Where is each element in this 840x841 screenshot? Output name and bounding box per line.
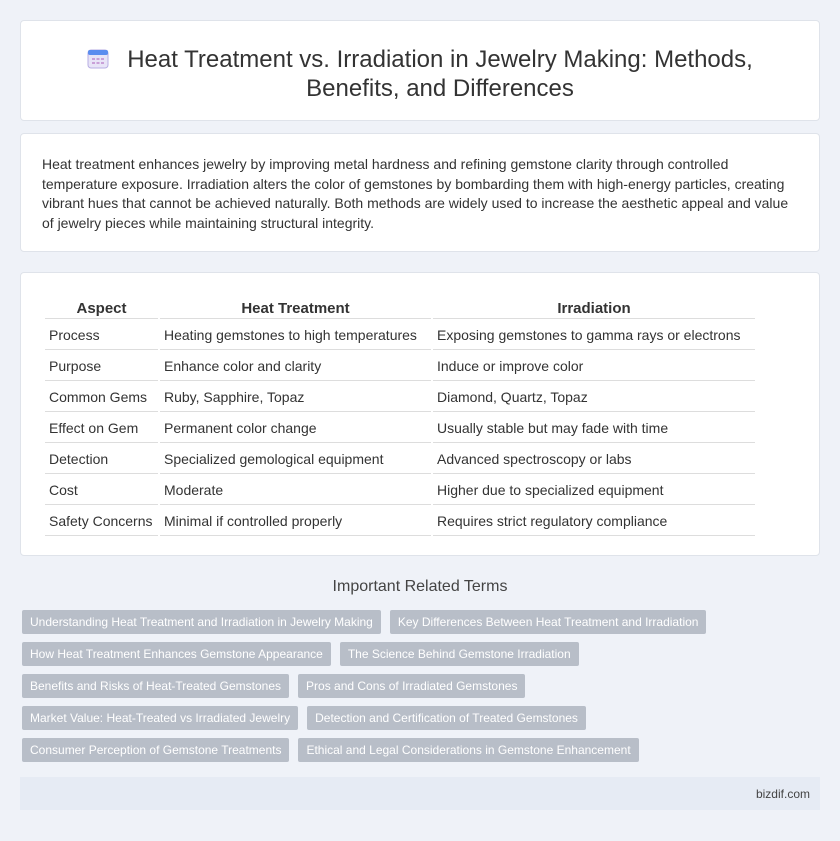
footer (20, 777, 820, 810)
related-term-link[interactable]: Detection and Certification of Treated Gemstones (307, 706, 586, 730)
table-cell: Moderate (160, 476, 431, 505)
table-cell: Higher due to specialized equipment (433, 476, 755, 505)
table-cell: Induce or improve color (433, 352, 755, 381)
table-cell: Usually stable but may fade with time (433, 414, 755, 443)
table-cell: Requires strict regulatory compliance (433, 507, 755, 536)
comparison-table (43, 297, 757, 538)
intro-paragraph: Heat treatment enhances jewelry by improving metal hardness and refining gemstone clarity through controlled temperature exposure. Irradiation alters the color of gemstones by bombarding them with high-energy particles, creating vibrant hues that cannot be achieved naturally. Both methods are widely used to increase the aesthetic appeal and value of jewelry pieces while maintaining structural integrity. (42, 156, 789, 231)
related-term-link[interactable]: Understanding Heat Treatment and Irradiation in Jewelry Making (22, 610, 381, 634)
related-term-link[interactable]: Consumer Perception of Gemstone Treatments (22, 738, 289, 762)
related-terms-list (22, 610, 812, 770)
table-cell: Detection (45, 445, 158, 474)
related-term-link[interactable]: Pros and Cons of Irradiated Gemstones (298, 674, 525, 698)
table-cell: Purpose (45, 352, 158, 381)
related-term-link[interactable]: Benefits and Risks of Heat-Treated Gemstones (22, 674, 289, 698)
intro-card (20, 133, 820, 252)
table-cell: Effect on Gem (45, 414, 158, 443)
title-card (20, 20, 820, 121)
table-cell: Process (45, 321, 158, 350)
comparison-card (20, 272, 820, 556)
table-cell: Enhance color and clarity (160, 352, 431, 381)
related-term-link[interactable]: Market Value: Heat-Treated vs Irradiated Jewelry (22, 706, 298, 730)
table-cell: Advanced spectroscopy or labs (433, 445, 755, 474)
related-terms-title: Important Related Terms (332, 578, 508, 595)
table-row (45, 321, 755, 350)
related-term-link[interactable]: How Heat Treatment Enhances Gemstone Appearance (22, 642, 331, 666)
table-cell: Heating gemstones to high temperatures (160, 321, 431, 350)
table-row (45, 507, 755, 536)
site-link[interactable]: bizdif.com (755, 787, 810, 801)
table-cell: Cost (45, 476, 158, 505)
related-term-link[interactable]: The Science Behind Gemstone Irradiation (340, 642, 579, 666)
table-cell: Exposing gemstones to gamma rays or electrons (433, 321, 755, 350)
related-term-link[interactable]: Key Differences Between Heat Treatment and Irradiation (390, 610, 707, 634)
table-row (45, 414, 755, 443)
table-cell: Diamond, Quartz, Topaz (433, 383, 755, 412)
table-row (45, 476, 755, 505)
table-cell: Ruby, Sapphire, Topaz (160, 383, 431, 412)
header-aspect: Aspect (45, 299, 158, 319)
table-cell: Common Gems (45, 383, 158, 412)
table-cell: Safety Concerns (45, 507, 158, 536)
header-irradiation: Irradiation (433, 299, 755, 319)
table-header-row (45, 299, 755, 319)
table-cell: Permanent color change (160, 414, 431, 443)
table-row (45, 352, 755, 381)
header-heat-treatment: Heat Treatment (160, 299, 431, 319)
table-row (45, 383, 755, 412)
page-title: Heat Treatment vs. Irradiation in Jewelry Making: Methods, Benefits, and Differences (127, 46, 753, 102)
table-cell: Specialized gemological equipment (160, 445, 431, 474)
table-cell: Minimal if controlled properly (160, 507, 431, 536)
related-term-link[interactable]: Ethical and Legal Considerations in Gemstone Enhancement (298, 738, 638, 762)
table-row (45, 445, 755, 474)
